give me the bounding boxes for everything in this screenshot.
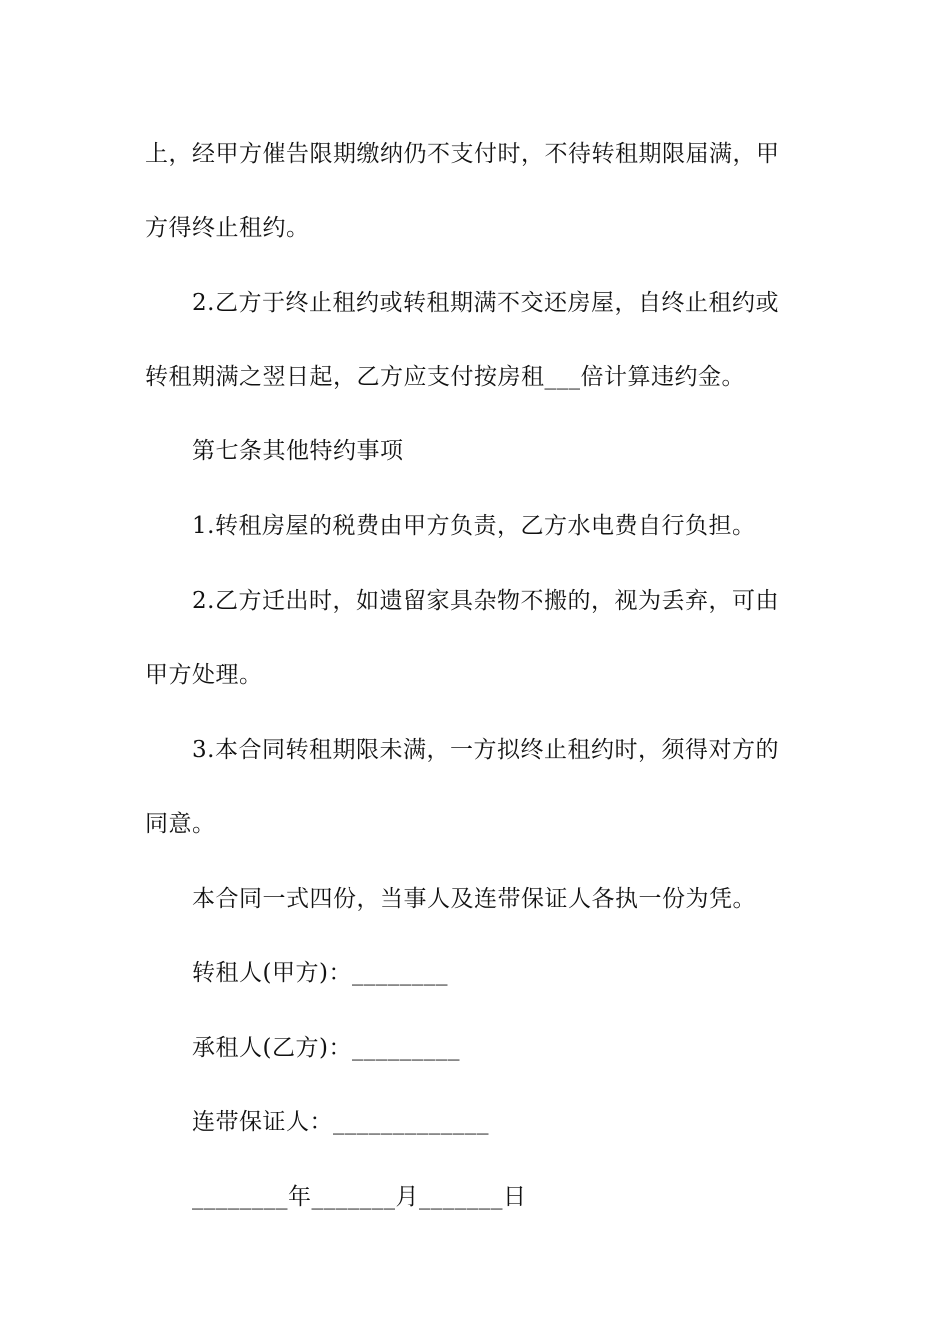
text-line: 同意。: [145, 811, 216, 837]
text-line: 3.本合同转租期限未满，一方拟终止租约时，须得对方的: [192, 737, 779, 763]
text-line: 方得终止租约。: [145, 215, 310, 241]
guarantor-signature-line: 连带保证人：_____________: [192, 1109, 489, 1135]
lessee-signature-line: 承租人(乙方)：_________: [192, 1035, 460, 1061]
text-line: 1.转租房屋的税费由甲方负责，乙方水电费自行负担。: [192, 513, 756, 539]
text-line: 转租期满之翌日起，乙方应支付按房租___倍计算违约金。: [145, 364, 745, 390]
text-line: 甲方处理。: [145, 662, 263, 688]
section-heading: 第七条其他特约事项: [192, 438, 404, 464]
text-line: 2.乙方于终止租约或转租期满不交还房屋，自终止租约或: [192, 290, 779, 316]
sublessor-signature-line: 转租人(甲方)：________: [192, 960, 448, 986]
text-line: 上，经甲方催告限期缴纳仍不支付时，不待转租期限届满，甲: [145, 141, 780, 167]
date-line: ________年_______月_______日: [192, 1184, 527, 1210]
text-line: 本合同一式四份，当事人及连带保证人各执一份为凭。: [192, 886, 756, 912]
text-line: 2.乙方迁出时，如遗留家具杂物不搬的，视为丢弃，可由: [192, 588, 779, 614]
